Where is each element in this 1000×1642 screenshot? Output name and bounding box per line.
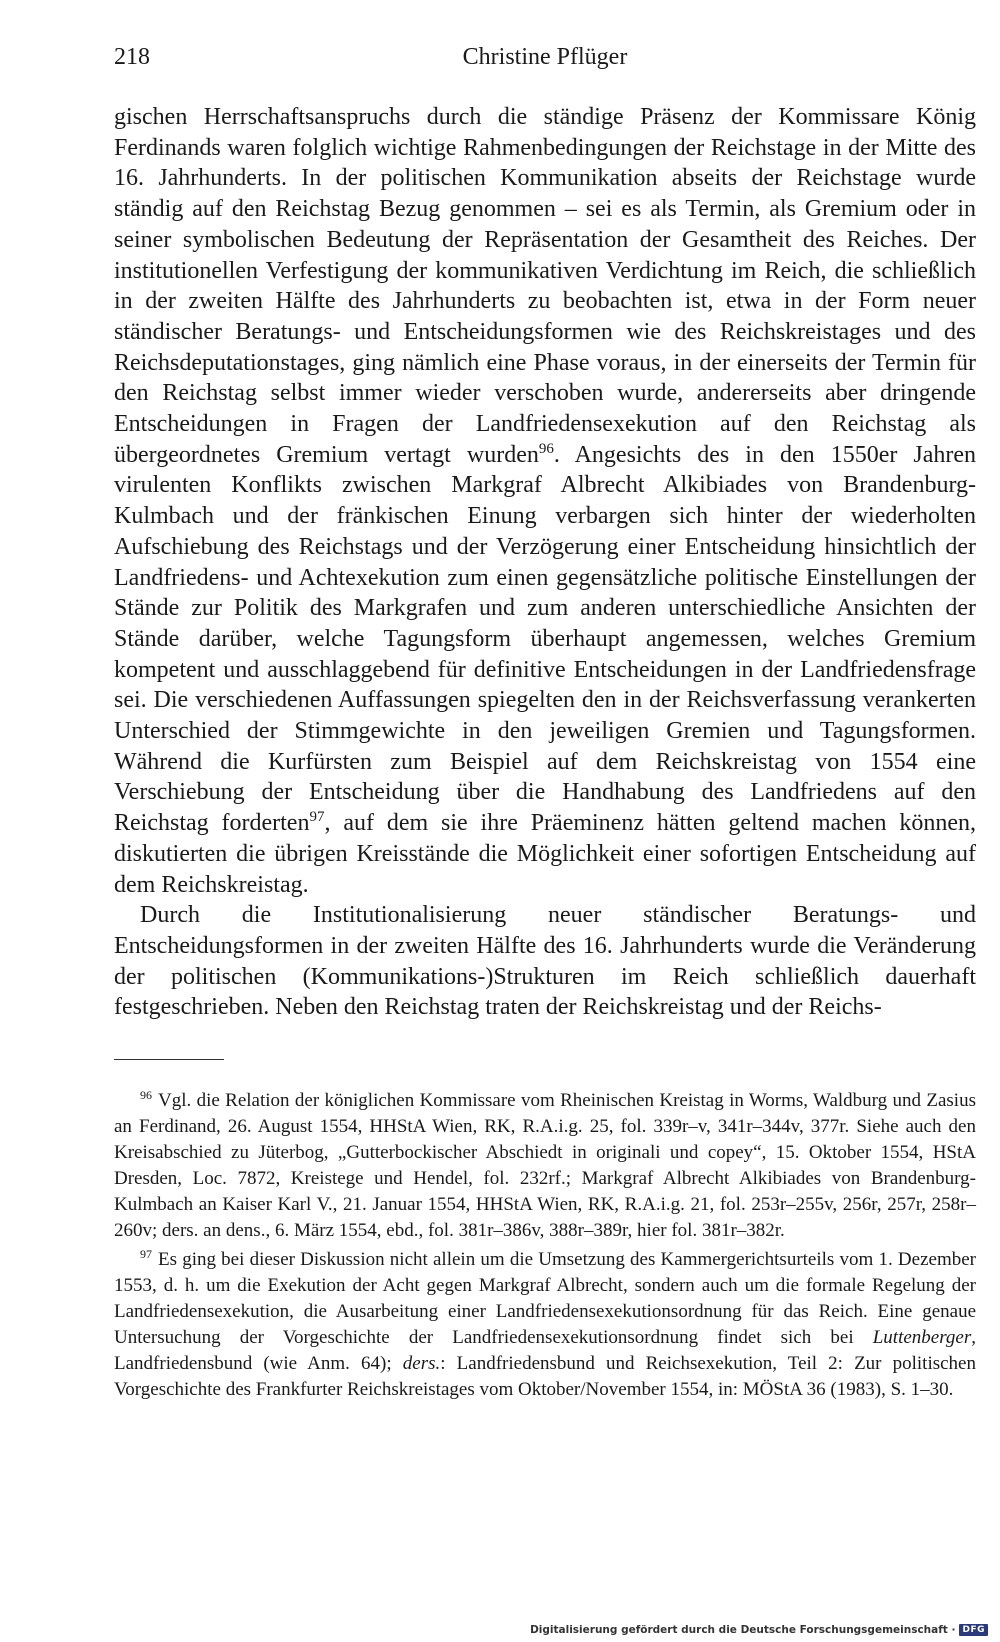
footnote-96 — [114, 1088, 976, 1244]
footnote-reference-97[interactable]: 97 — [309, 809, 325, 826]
digitization-credit — [530, 1624, 988, 1636]
footnote-97-text-c: : Landfriedensbund und Reichsexekution, Teil 2: Zur politischen Vorgeschichte des Frankfurter Reichskreistages vom Oktober/November 1554, in: MÖStA 36 (1983), S. 1–30. — [114, 1353, 976, 1400]
footnote-97 — [114, 1247, 976, 1403]
footnote-97-author: Luttenberger — [872, 1327, 972, 1348]
footnotes — [114, 1088, 976, 1406]
footnote-96-marker: 96 — [140, 1087, 152, 1102]
page-number: 218 — [114, 44, 150, 70]
footnote-divider — [114, 1059, 224, 1060]
digitization-credit-text: Digitalisierung gefördert durch die Deutsche Forschungsgemeinschaft · — [530, 1624, 956, 1636]
running-title: Christine Pflüger — [462, 44, 628, 70]
dfg-logo: DFG — [959, 1624, 988, 1636]
footnote-97-text-a: Es ging bei dieser Diskussion nicht allein um die Umsetzung des Kammergerichtsurteils vom 1. Dezember 1553, d. h. um die Exekution der Acht gegen Markgraf Albrecht, sondern auch um die formale Regelung der Landfriedensexekution, die Ausarbeitung einer Landfriedensexekutionsordnung für das Reich. Eine genaue Untersuchung der Vorgeschichte der Landfriedensexekutionsordnung findet sich bei — [114, 1249, 976, 1348]
paragraph-2: Durch die Institutionalisierung neuer ständischer Beratungs- und Entscheidungsformen in der zweiten Hälfte des 16. Jahrhunderts wurde die Veränderung der politischen (Kommunikations-)Strukturen im Reich schließlich dauerhaft festgeschrieben. Neben den Reichstag traten der Reichskreistag und der Reichs- — [114, 902, 976, 1021]
footnote-96-text: Vgl. die Relation der königlichen Kommissare vom Rheinischen Kreistag in Worms, Waldburg und Zasius an Ferdinand, 26. August 1554, HHStA Wien, RK, R.A.i.g. 25, fol. 339r–v, 341r–344v, 377r. Siehe auch den Kreisabschied zu Jüterbog, „Gutterbockischer Abschiedt in originali und copey“, 15. Oktober 1554, HStA Dresden, Loc. 7872, Kreistege und Hendel, fol. 232rf.; Markgraf Albrecht Alkibiades von Brandenburg-Kulmbach an Kaiser Karl V., 21. Januar 1554, HHStA Wien, RK, R.A.i.g. 21, fol. 253r–255v, 256r, 257r, 258r–260v; ders. an dens., 6. März 1554, ebd., fol. 381r–386v, 388r–389r, hier fol. 381r–382r. — [114, 1090, 976, 1241]
paragraph-1-part-c: , auf dem sie ihre Präeminenz hätten geltend machen können, diskutierten die übrigen Kreisstände die Möglichkeit einer sofortigen Entscheidung auf dem Reichskreistag. — [114, 810, 976, 898]
footnote-97-marker: 97 — [140, 1246, 152, 1261]
running-head — [114, 44, 976, 78]
paragraph-1-part-b: . Angesichts des in den 1550er Jahren virulenten Konflikts zwischen Markgraf Albrecht Alkibiades von Brandenburg-Kulmbach und der fränkischen Einung verbargen sich hinter der wiederholten Aufschiebung des Reichstags und der Verzögerung einer Entscheidung hinsichtlich der Landfriedens- und Achtexekution zum einen gegensätzliche politische Einstellungen der Stände zur Politik des Markgrafen und zum anderen unterschiedliche Ansichten der Stände darüber, welche Tagungsform überhaupt angemessen, welches Gremium kompetent und ausschlaggebend für definitive Entscheidungen in der Landfriedensfrage sei. Die verschiedenen Auffassungen spiegelten den in der Reichsverfassung verankerten Unterschied der Stimmgewichte in den jeweiligen Gremien und Tagungsformen. Während die Kurfürsten zum Beispiel auf dem Reichskreistag von 1554 eine Verschiebung der Entscheidung über die Handhabung des Landfriedens auf den Reichstag forderten — [114, 441, 977, 837]
footnote-97-ders: ders. — [402, 1353, 441, 1374]
paragraph-1 — [114, 102, 976, 900]
footnote-97-text-b: , Landfriedensbund (wie Anm. 64); — [114, 1327, 976, 1374]
main-text — [114, 102, 976, 1023]
footnote-reference-96[interactable]: 96 — [538, 440, 554, 457]
paragraph-1-part-a: gischen Herrschaftsanspruchs durch die ständige Präsenz der Kommissare König Ferdinands waren folglich wichtige Rahmenbedingungen der Reichstage in der Mitte des 16. Jahrhunderts. In der politischen Kommunikation abseits der Reichstage wurde ständig auf den Reichstag Bezug genommen – sei es als Termin, als Gremium oder in seiner symbolischen Bedeutung der Repräsentation der Gesamtheit des Reiches. Der institutionellen Verfestigung der kommunikativen Verdichtung im Reich, die schließlich in der zweiten Hälfte des Jahrhunderts zu beobachten ist, etwa in der Form neuer ständischer Beratungs- und Entscheidungsformen wie des Reichskreistages und des Reichsdeputationstages, ging nämlich eine Phase voraus, in der einerseits der Termin für den Reichstag selbst immer wieder verschoben wurde, andererseits aber dringende Entscheidungen in Fragen der Landfriedensexekution auf den Reichstag als übergeordnetes Gremium vertagt wurden — [114, 104, 976, 468]
